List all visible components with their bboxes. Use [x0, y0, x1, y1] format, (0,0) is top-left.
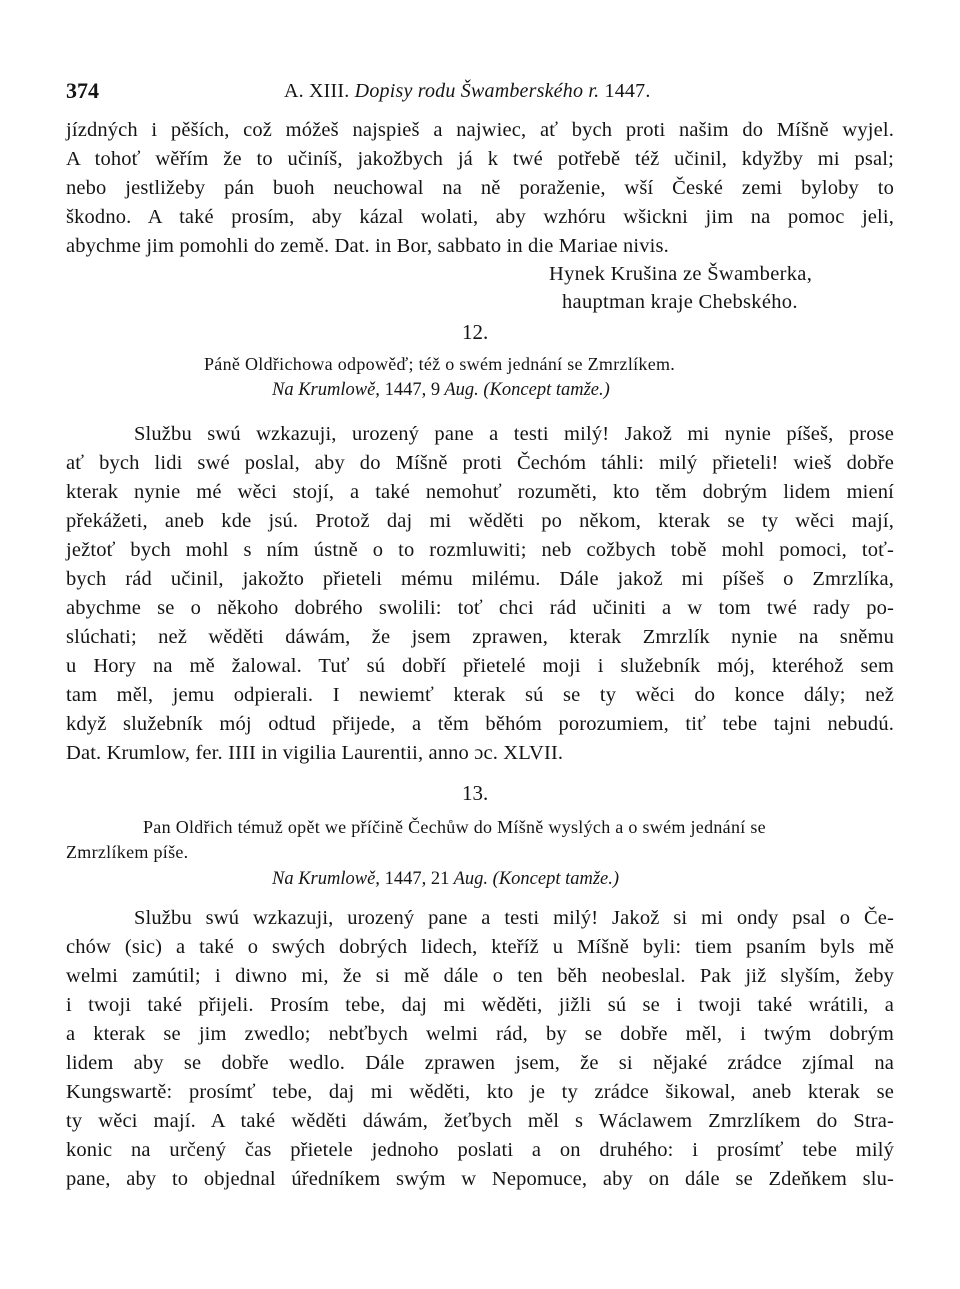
text-line: ty wěci mají. A také wěděti dáwám, žeťbych měl s Wáclawem Zmrzlíkem do Stra- — [66, 1110, 894, 1132]
text-line: pane, aby to objednal úředníkem swým w Nepomuce, aby on dále se Zdeňkem slu- — [66, 1168, 894, 1190]
text-line: bych rád učinil, jakožto přieteli mému milému. Dále jakož mi píšeš o Zmrzlíka, — [66, 568, 894, 590]
text-line: když služebník mój odtud přijede, a těm běhóm porozumiem, tiť tebe tajni nebudú. — [66, 713, 894, 735]
text-line: nebo jestližeby pán buoh neuchowal na ně poraženie, wší České zemi byloby to — [66, 177, 894, 199]
text-line: Službu swú wzkazuji, urozený pane a testi milý! Jakož mi nynie píšeš, prose — [134, 423, 894, 445]
text-line: i twoji také přijeli. Prosím tebe, daj mi wěděti, jižli sú se i twoji také wrátili, a — [66, 994, 894, 1016]
text-line: lidem aby se dobře wedlo. Dále zprawen jsem, že si nějaké zrádce zjímal na — [66, 1052, 894, 1074]
text-line: ježtoť bych mohl s ním ústně o to rozmluwiti; neb cožbych tobě mohl pomoci, toť- — [66, 539, 894, 561]
letter-11-text — [66, 116, 894, 261]
document-dating — [272, 378, 610, 403]
text-line: konic na určený čas přietele jednoho poslati a on druhého: i prosímť tebe milý — [66, 1139, 894, 1161]
text-line: abychme jim pomohli do země. Dat. in Bor, sabbato in die Mariae nivis. — [66, 235, 669, 257]
text-line: kterak nynie mé wěci stojí, a také nemohuť rozuměti, kto těm dobrým lidem miení — [66, 481, 894, 503]
text-line: Službu swú wzkazuji, urozený pane a testi milý! Jakož si mi ondy psal o Če- — [134, 907, 894, 929]
dating-month: Aug. — [444, 380, 479, 400]
dating-place: Na Krumlowě, — [272, 869, 380, 889]
text-line: tam měl, jemu odpierali. I newiemť kterak sú se ty wěci do konce dály; než — [66, 684, 894, 706]
dating-source: (Koncept tamže.) — [492, 869, 620, 889]
text-line: abychme se o někoho dobrého swolili: toť chci rád učiniti a w tom twé rady po- — [66, 597, 894, 619]
text-line: jízdných i pěších, což móžeš najspieš a najwiec, ať bych proti našim do Míšně wyjel. — [66, 119, 894, 141]
signature-name: Hynek Krušina ze Šwamberka, — [549, 263, 813, 285]
running-title-year: 1447. — [604, 80, 651, 102]
text-line: Kungswartě: prosímť tebe, daj mi wěděti, kto je ty zrádce šikowal, aneb kterak se — [66, 1081, 894, 1103]
text-line: ať bych lidi swé poslal, aby do Míšně proti Čechóm táhli: milý přieteli! wieš dobře — [66, 452, 894, 474]
text-line: a kterak se jim zwedlo; nebťbych welmi rád, by se dobře měl, i twým dobrým — [66, 1023, 894, 1045]
page-number: 374 — [66, 78, 99, 103]
text-line: A tohoť wěřím že to učiníš, jakožbych já k twé potřebě též učinil, kdyžby mi psal; — [66, 148, 894, 170]
signature-title: hauptman kraje Chebského. — [562, 291, 798, 313]
text-line: škodno. A také prosím, aby kázal wolati, aby wzhóru wšickni jim na pomoc jeli, — [66, 206, 894, 228]
dating-source: (Koncept tamže.) — [483, 380, 610, 400]
dating-place: Na Krumlowě, — [272, 380, 380, 400]
letter-12-text — [66, 420, 894, 768]
text-line: u Hory na mě žalowal. Tuť sú dobří přietelé moji i služebník mój, kteréhož sem — [66, 655, 894, 677]
dating-date: 1447, 9 — [384, 380, 441, 400]
running-title-section: A. XIII. — [284, 80, 350, 102]
text-line: chów (sic) a také o swých dobrých lidech, kteříž u Míšně byli: tiem psaním byls mě — [66, 936, 894, 958]
dating-month: Aug. — [453, 869, 489, 889]
document-number: 12. — [462, 320, 489, 344]
text-line: welmi zamútil; i diwno mi, že si mě dále o ten běh neobeslal. Pak již slyším, žeby — [66, 965, 894, 987]
running-head — [66, 76, 896, 106]
letter-13-text — [66, 904, 894, 1194]
running-title-text: Dopisy rodu Šwamberského r. — [354, 80, 600, 102]
document-summary: Páně Oldřichowa odpowěď; též o swém jednání se Zmrzlíkem. — [204, 354, 676, 374]
document-number: 13. — [462, 781, 489, 805]
dating-date: 1447, 21 — [384, 869, 450, 889]
text-line: překážeti, aneb kde jsú. Protož daj mi wěděti po někom, kterak se ty wěci mají, — [66, 510, 894, 532]
text-line: slúchati; než wěděti dáwám, že jsem zprawen, kterak Zmrzlík nynie na sněmu — [66, 626, 894, 648]
document-summary-line: Pan Oldřich témuž opět we příčině Čechůw do Míšně wyslých a o swém jednání se — [143, 817, 766, 837]
document-dating — [272, 867, 619, 892]
document-summary-line: Zmrzlíkem píše. — [66, 842, 189, 862]
text-line: Dat. Krumlow, fer. IIII in vigilia Laurentii, anno ɔc. XLVII. — [66, 742, 564, 764]
running-title — [284, 76, 651, 106]
